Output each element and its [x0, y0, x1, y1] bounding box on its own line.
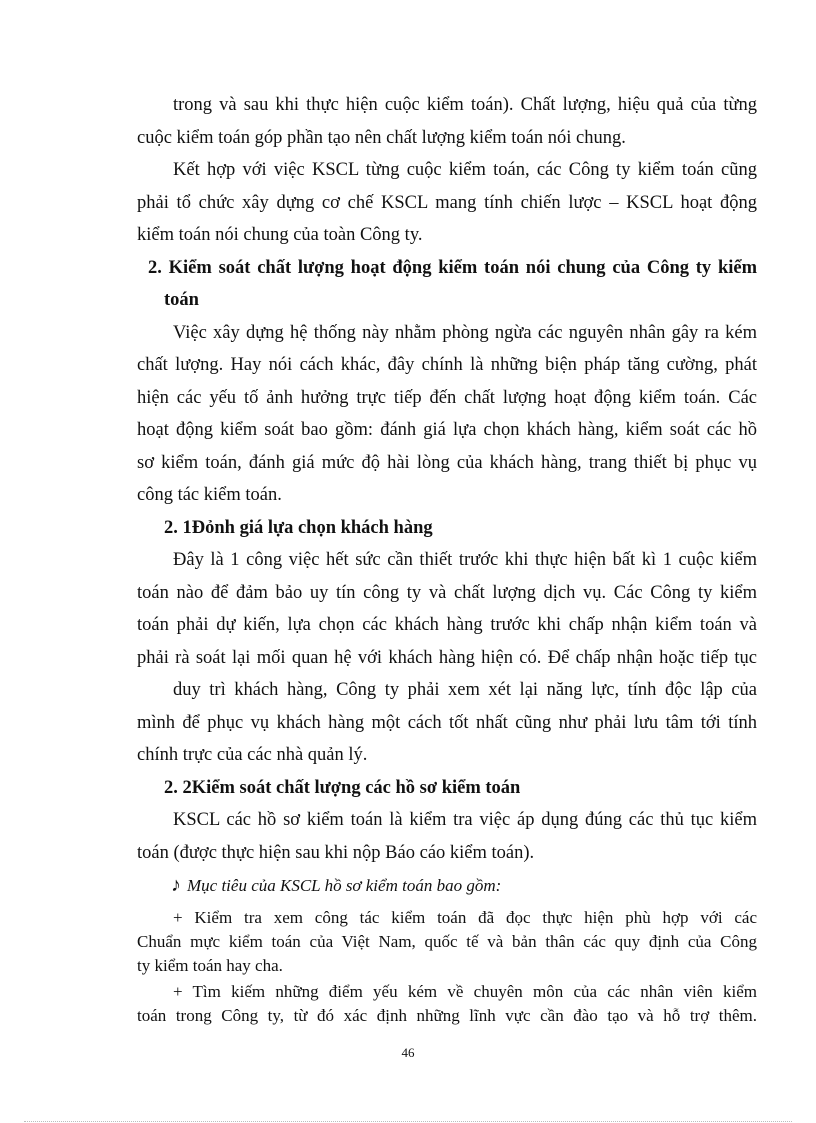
page-bottom-divider — [24, 1121, 792, 1122]
body-line: kiểm toán nói chung của toàn Công ty. — [137, 225, 423, 245]
body-line: duy trì khách hàng, Công ty phải xem xét lại năng lực, tính độc lập của — [173, 680, 757, 700]
section-heading-continued: toán — [164, 290, 199, 310]
body-line: Kết hợp với việc KSCL từng cuộc kiểm toán, các Công ty kiểm toán cũng — [173, 160, 757, 180]
section-heading: 2. Kiểm soát chất lượng hoạt động kiểm toán nói chung của Công ty kiểm — [148, 258, 757, 278]
body-line: toán phải dự kiến, lựa chọn các khách hàng trước khi chấp nhận kiểm toán và — [137, 615, 757, 635]
body-line: phải tổ chức xây dựng cơ chế KSCL mang tính chiến lược – KSCL hoạt động — [137, 193, 757, 213]
subsection-heading: 2. 1Đỏnh giá lựa chọn khách hàng — [164, 518, 433, 538]
body-line: toán (được thực hiện sau khi nộp Báo cáo kiểm toán). — [137, 843, 535, 863]
body-line: cuộc kiểm toán góp phần tạo nên chất lượng kiểm toán nói chung. — [137, 128, 626, 148]
body-line: toán nào để đảm bảo uy tín công ty và chất lượng dịch vụ. Các Công ty kiểm — [137, 583, 757, 603]
body-line: mình để phục vụ khách hàng một cách tốt nhất cũng như phải lưu tâm tới tính — [137, 713, 757, 733]
body-line: hiện các yếu tố ảnh hưởng trực tiếp đến chất lượng hoạt động kiểm toán. Các — [137, 388, 757, 408]
body-line: công tác kiểm toán. — [137, 485, 282, 505]
body-line: trong và sau khi thực hiện cuộc kiểm toán). Chất lượng, hiệu quả của từng — [173, 95, 757, 115]
body-line: Đây là 1 công việc hết sức cần thiết trước khi thực hiện bất kì 1 cuộc kiểm — [173, 550, 757, 570]
music-note-icon: ♪ — [171, 874, 181, 896]
body-line: ty kiểm toán hay cha. — [137, 956, 283, 975]
subsection-heading: 2. 2Kiểm soát chất lượng các hồ sơ kiểm toán — [164, 778, 521, 798]
body-line: + Tìm kiếm những điểm yếu kém về chuyên môn của các nhân viên kiểm — [173, 982, 757, 1001]
body-line: Việc xây dựng hệ thống này nhằm phòng ngừa các nguyên nhân gây ra kém — [173, 323, 757, 343]
body-line: chính trực của các nhà quản lý. — [137, 745, 368, 765]
body-line: KSCL các hồ sơ kiểm toán là kiểm tra việc áp dụng đúng các thủ tục kiểm — [173, 810, 757, 830]
body-line: Chuẩn mực kiểm toán của Việt Nam, quốc tế và bản thân các quy định của Công — [137, 932, 757, 951]
body-line: + Kiểm tra xem công tác kiểm toán đã đọc thực hiện phù hợp với các — [173, 908, 757, 927]
objectives-label-text: Mục tiêu của KSCL hồ sơ kiểm toán bao gồm: — [187, 876, 502, 895]
objectives-label — [171, 874, 501, 897]
body-line: hoạt động kiểm soát bao gồm: đánh giá lựa chọn khách hàng, kiểm soát các hồ — [137, 420, 757, 440]
body-line: sơ kiểm toán, đánh giá mức độ hài lòng của khách hàng, trang thiết bị phục vụ — [137, 453, 757, 473]
body-line: phải rà soát lại mối quan hệ với khách hàng hiện có. Để chấp nhận hoặc tiếp tục — [137, 648, 757, 668]
body-line: chất lượng. Hay nói cách khác, đây chính là những biện pháp tăng cường, phát — [137, 355, 757, 375]
page-number: 46 — [401, 1045, 415, 1060]
body-line: toán trong Công ty, từ đó xác định những lĩnh vực cần đào tạo và hỗ trợ thêm. — [137, 1006, 757, 1025]
